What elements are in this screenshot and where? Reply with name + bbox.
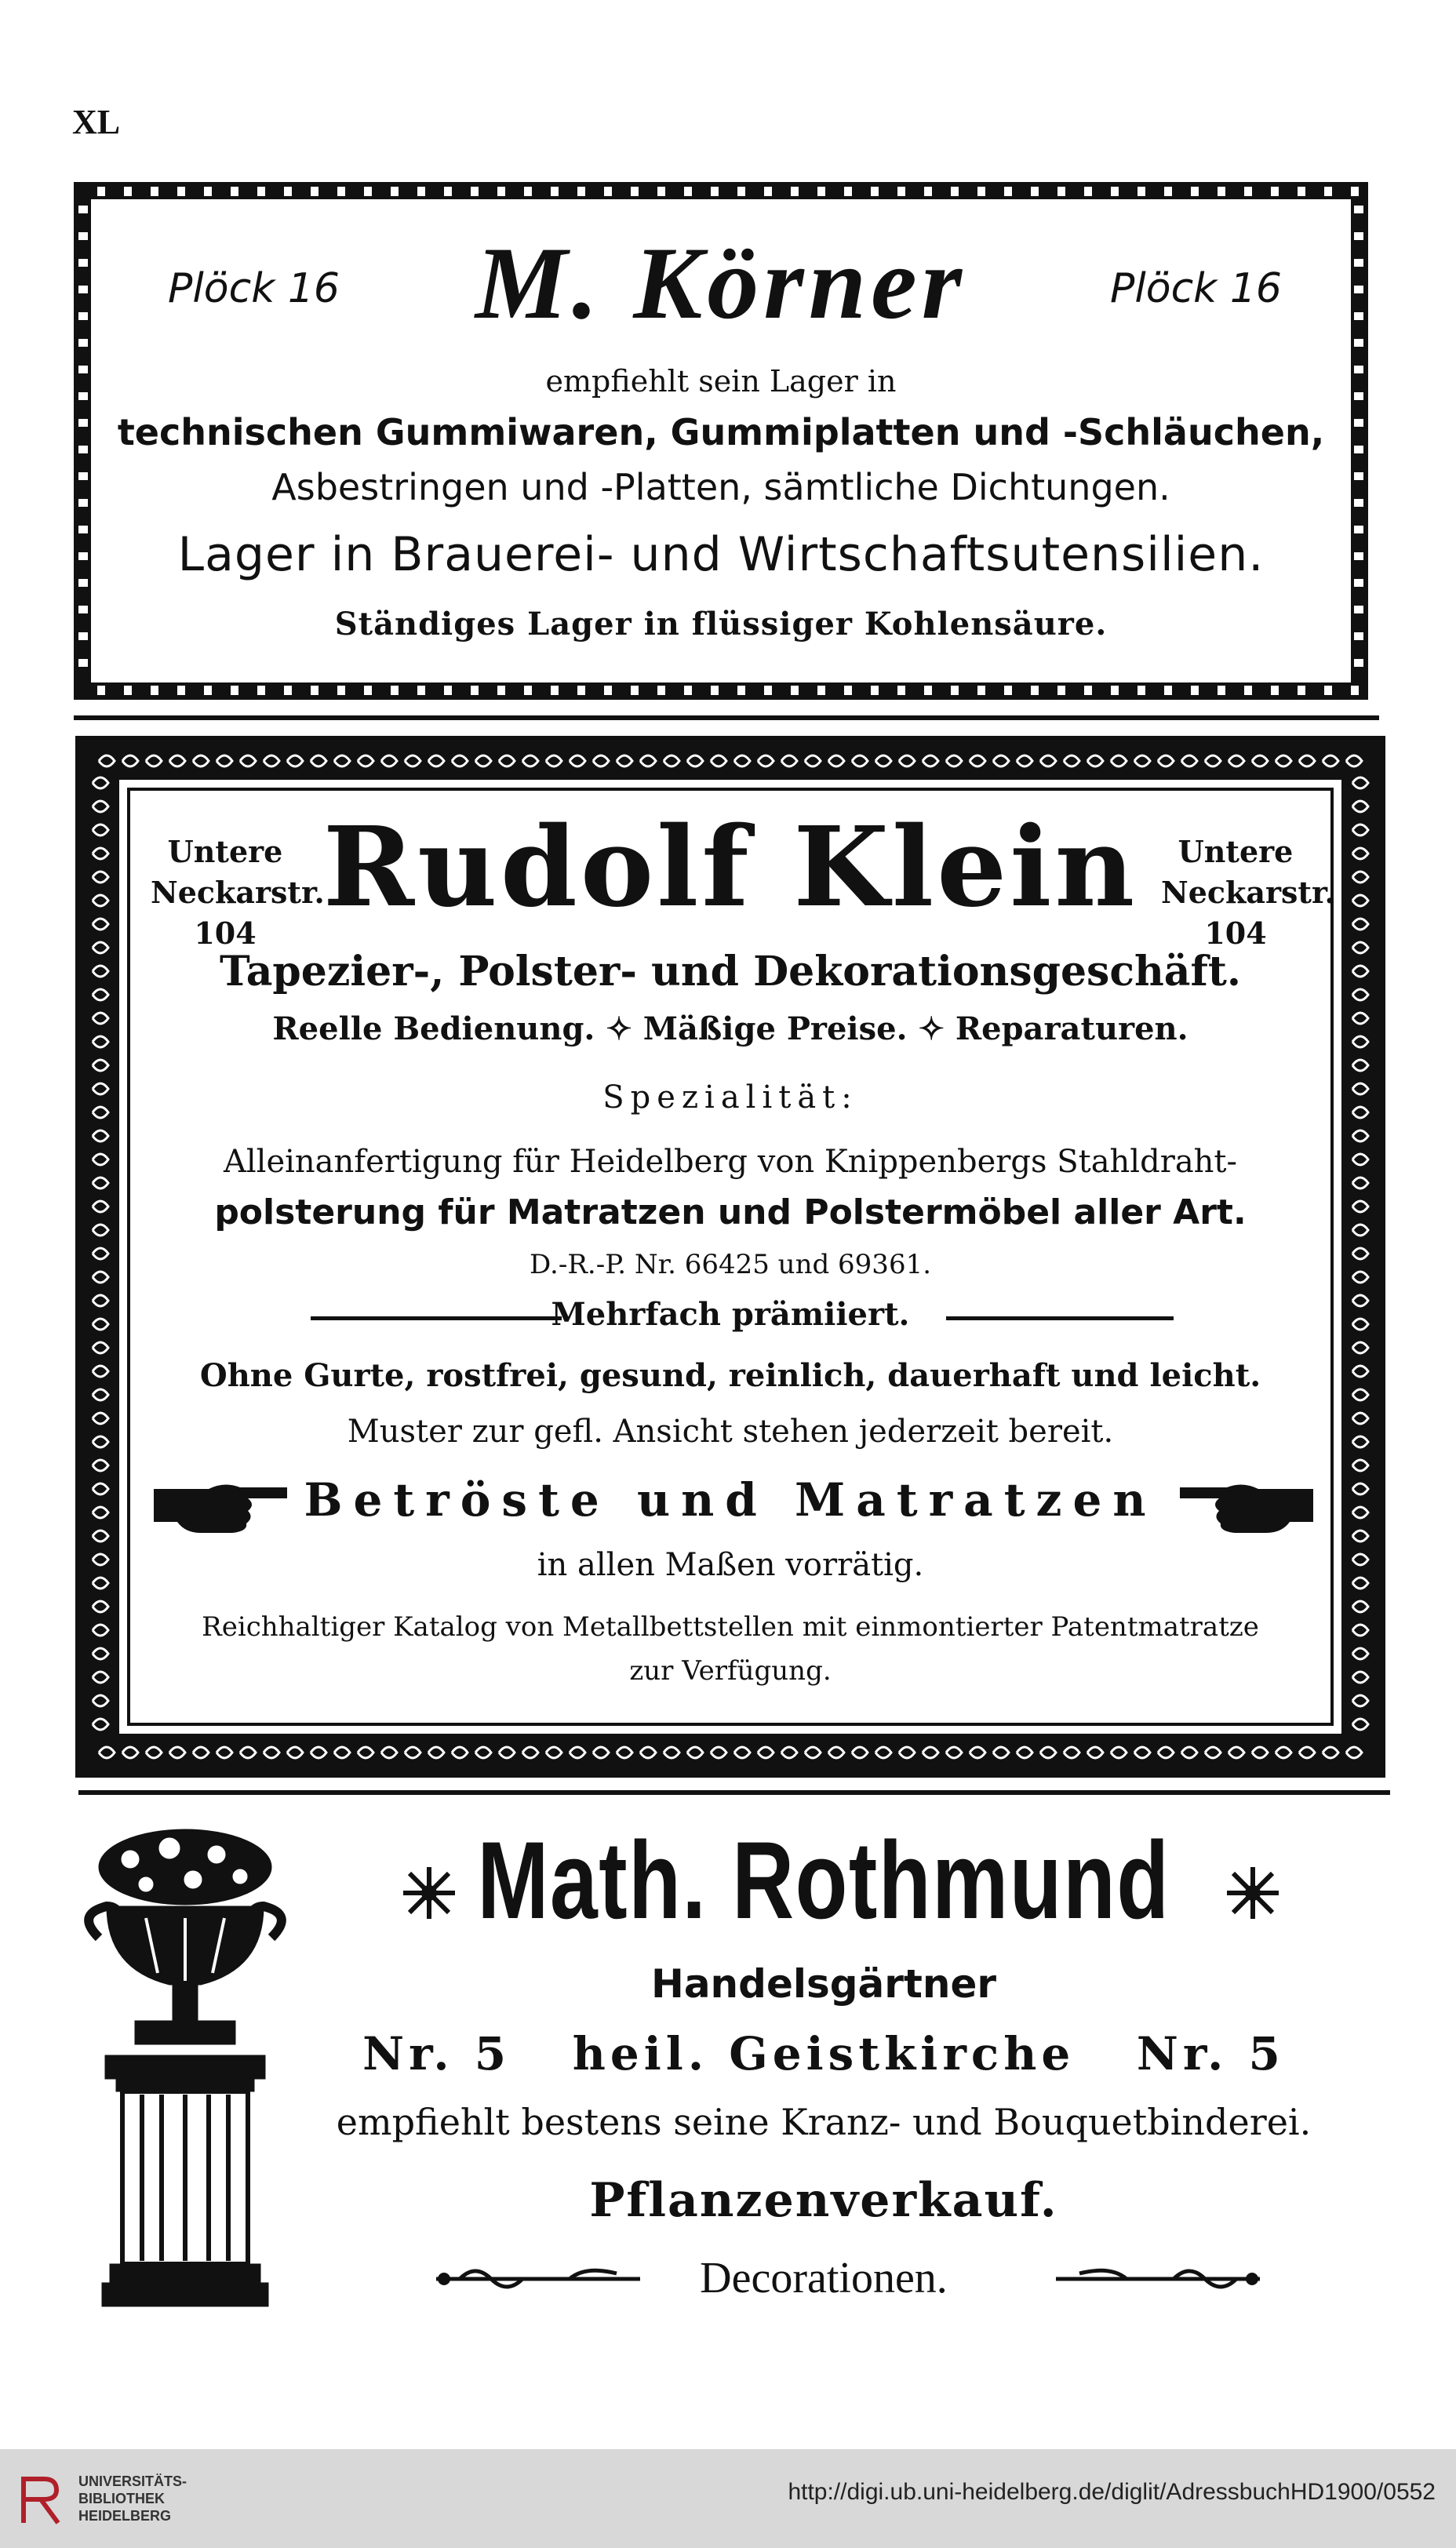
trade-line: Tapezier-, Polster- und Dekorationsgeschäft. [220, 948, 1241, 996]
ad-line: empfiehlt sein Lager in [545, 364, 897, 399]
beds-line: Betröste und Matratzen [304, 1473, 1157, 1527]
specialty-line: Alleinanfertigung für Heidelberg von Knippenbergs Stahldraht- [223, 1144, 1238, 1180]
border-stud [311, 187, 318, 196]
specialty-label: Spezialität: [602, 1079, 858, 1116]
address-line: Nr. 5 heil. Geistkirche Nr. 5 [362, 2027, 1285, 2080]
ornament-mark [805, 755, 821, 766]
border-stud [1244, 187, 1252, 196]
border-stud [1004, 187, 1012, 196]
ornament-mark [93, 1531, 108, 1542]
ornament-mark [899, 1747, 915, 1758]
ornament-mark [193, 755, 209, 766]
border-stud [1084, 686, 1092, 695]
border-stud [1298, 187, 1305, 196]
ornament-mark [217, 755, 232, 766]
ornament-mark [570, 755, 585, 766]
ornament-mark [1352, 1342, 1368, 1353]
border-stud [977, 187, 985, 196]
ornament-mark [522, 755, 538, 766]
border-stud [551, 187, 559, 196]
ornament-mark [169, 1747, 185, 1758]
border-stud [577, 187, 585, 196]
border-stud [924, 187, 932, 196]
ad-line: Asbestringen und -Platten, sämtliche Dichtungen. [271, 466, 1170, 508]
border-stud [78, 206, 88, 213]
ornament-mark [287, 1747, 303, 1758]
company-name: M. Körner [475, 225, 967, 340]
border-stud [1324, 686, 1332, 695]
ornament-mark [93, 1060, 108, 1071]
ornament-mark [1040, 755, 1056, 766]
ornament-mark [734, 755, 750, 766]
ornament-mark [711, 1747, 726, 1758]
ornament-mark [1205, 755, 1221, 766]
border-stud [631, 686, 639, 695]
ornament-mark [1346, 755, 1362, 766]
ornament-mark [923, 1747, 938, 1758]
ornament-mark [499, 755, 515, 766]
border-stud [764, 187, 772, 196]
ornament-mark [1352, 1130, 1368, 1141]
border-stud [471, 686, 479, 695]
ornament-mark [852, 1747, 868, 1758]
border-stud [657, 187, 665, 196]
border-stud [1271, 686, 1279, 695]
ornament-mark [923, 755, 938, 766]
ornament-mark [1181, 1747, 1197, 1758]
ornament-mark [875, 1747, 891, 1758]
sale-line: Pflanzenverkauf. [589, 2173, 1058, 2228]
border-stud [817, 187, 825, 196]
ad-line: technischen Gummiwaren, Gummiplatten und -Schläuchen, [117, 411, 1325, 453]
border-stud [684, 187, 692, 196]
border-stud [284, 686, 292, 695]
border-stud [871, 686, 879, 695]
border-stud [177, 187, 185, 196]
border-stud [1031, 187, 1039, 196]
border-stud [1191, 686, 1199, 695]
ad-koerner [74, 182, 1368, 700]
ornament-mark [146, 755, 162, 766]
border-stud [1084, 187, 1092, 196]
ornament-mark [475, 755, 491, 766]
ornament-mark [1228, 755, 1244, 766]
border-stud [177, 686, 185, 695]
border-stud [924, 686, 932, 695]
star-ornament-icon [1225, 1866, 1280, 1920]
catalog-text: Reichhaltiger Katalog von Metallbettstellen mit einmontierter Patentmatratze zur Verfügung. [202, 1611, 1259, 1687]
ornament-mark [781, 755, 797, 766]
ornament-mark [1352, 1060, 1368, 1071]
border-stud [1164, 187, 1172, 196]
ornament-mark [546, 1747, 562, 1758]
ornament-mark [334, 1747, 350, 1758]
border-stud [1004, 686, 1012, 695]
ornament-mark [687, 1747, 703, 1758]
ornament-mark [93, 1130, 108, 1141]
ornament-mark [1087, 1747, 1103, 1758]
border-stud [417, 686, 425, 695]
ornament-mark [805, 1747, 821, 1758]
ornament-mark [1276, 1747, 1291, 1758]
ornament-mark [405, 1747, 420, 1758]
border-stud [577, 686, 585, 695]
border-stud [951, 187, 959, 196]
ornament-mark [1111, 1747, 1127, 1758]
ornament-mark [428, 755, 444, 766]
ornament-mark [452, 1747, 468, 1758]
border-stud [844, 686, 852, 695]
border-stud [311, 686, 318, 695]
ornament-mark [970, 755, 985, 766]
border-stud [1057, 187, 1065, 196]
ornament-mark [1276, 755, 1291, 766]
ornament-mark [522, 1747, 538, 1758]
ornament-mark [99, 1747, 115, 1758]
library-name: UNIVERSITÄTS- BIBLIOTHEK HEIDELBERG [78, 2473, 187, 2524]
ornament-mark [122, 755, 138, 766]
ornament-mark [993, 1747, 1009, 1758]
ornament-mark [664, 755, 679, 766]
offer-line: empfiehlt bestens seine Kranz- und Bouquetbinderei. [336, 2101, 1312, 2143]
ornament-mark [593, 755, 609, 766]
border-stud [657, 686, 665, 695]
border-stud [1351, 686, 1359, 695]
border-stud [711, 187, 719, 196]
border-stud [897, 187, 905, 196]
border-stud [284, 187, 292, 196]
border-stud [951, 686, 959, 695]
border-stud [897, 686, 905, 695]
ornament-mark [1158, 755, 1174, 766]
ornament-mark [687, 755, 703, 766]
ornament-mark [970, 1747, 985, 1758]
location-right: Plöck 16 [1109, 265, 1282, 312]
ornament-mark [758, 755, 774, 766]
ornament-mark [617, 1747, 632, 1758]
border-stud [764, 686, 772, 695]
border-stud [78, 659, 88, 667]
ornament-mark [1017, 755, 1032, 766]
border-stud [631, 187, 639, 196]
address-right: Untere Neckarstr. 104 [1161, 834, 1335, 951]
border-stud [524, 187, 532, 196]
ornament-mark [217, 1747, 232, 1758]
ornament-mark [240, 1747, 256, 1758]
ornament-mark [993, 755, 1009, 766]
ornament-mark [875, 755, 891, 766]
border-stud [364, 187, 372, 196]
border-stud [444, 187, 452, 196]
ornament-mark [334, 755, 350, 766]
border-stud [391, 187, 399, 196]
border-stud [151, 686, 158, 695]
ornament-mark [1323, 1747, 1338, 1758]
ornament-mark [828, 755, 844, 766]
samples-line: Muster zur gefl. Ansicht stehen jederzeit bereit. [347, 1414, 1114, 1450]
border-stud [1244, 686, 1252, 695]
ornament-mark [570, 1747, 585, 1758]
ornament-mark [1040, 1747, 1056, 1758]
ornament-mark [1346, 1747, 1362, 1758]
ornament-mark [381, 755, 397, 766]
ornament-mark [617, 755, 632, 766]
decorations-line: Decorationen. [700, 2254, 948, 2302]
border-stud [1111, 686, 1119, 695]
border-stud [124, 187, 132, 196]
specialty-line: polsterung für Matratzen und Polstermöbel aller Art. [214, 1192, 1247, 1232]
profession-line: Handelsgärtner [650, 1961, 997, 2007]
border-stud [977, 686, 985, 695]
ornament-mark [1064, 1747, 1079, 1758]
company-name: Math. Rothmund [477, 1818, 1170, 1942]
border-stud [231, 686, 238, 695]
ornament-mark [1181, 755, 1197, 766]
border-stud [684, 686, 692, 695]
border-stud [257, 187, 265, 196]
ornament-mark [946, 755, 962, 766]
ornament-mark [93, 777, 108, 788]
ornament-mark [428, 1747, 444, 1758]
library-logo-icon [17, 2468, 66, 2529]
border-stud [871, 187, 879, 196]
ornament-mark [1158, 1747, 1174, 1758]
ornament-mark [899, 755, 915, 766]
location-left: Plöck 16 [168, 265, 340, 312]
ornament-mark [381, 1747, 397, 1758]
ornament-mark [1299, 755, 1315, 766]
ornament-mark [93, 1460, 108, 1471]
ornament-mark [546, 755, 562, 766]
ornament-mark [358, 755, 373, 766]
border-stud [1354, 206, 1363, 213]
ornament-mark [1017, 1747, 1032, 1758]
flower-urn-pedestal-illustration [75, 1820, 295, 2322]
ornament-mark [405, 755, 420, 766]
ornament-mark [758, 1747, 774, 1758]
ornament-mark [264, 755, 279, 766]
ornament-mark [311, 1747, 326, 1758]
border-stud [151, 187, 158, 196]
border-stud [711, 686, 719, 695]
ornament-mark [1299, 1747, 1315, 1758]
ornament-mark [358, 1747, 373, 1758]
ornament-mark [1352, 1719, 1368, 1730]
border-stud [737, 686, 745, 695]
border-stud [337, 187, 345, 196]
ornament-mark [93, 1719, 108, 1730]
ornament-mark [946, 1747, 962, 1758]
ornament-mark [1111, 755, 1127, 766]
border-stud [1191, 187, 1199, 196]
divider [74, 715, 1379, 720]
border-stud [97, 686, 105, 695]
border-stud [604, 187, 612, 196]
ornament-mark [475, 1747, 491, 1758]
ornament-mark [1352, 1460, 1368, 1471]
ornament-mark [1352, 777, 1368, 788]
border-stud [337, 686, 345, 695]
ornament-mark [146, 1747, 162, 1758]
border-stud [1218, 187, 1225, 196]
ornament-mark [1323, 755, 1338, 766]
ornament-mark [1064, 755, 1079, 766]
border-stud [97, 187, 105, 196]
ad-klein [75, 736, 1385, 1778]
border-stud [1298, 686, 1305, 695]
award-line: Mehrfach prämiiert. [551, 1296, 910, 1333]
border-stud [497, 187, 505, 196]
border-stud [364, 686, 372, 695]
footer-bar [0, 2449, 1456, 2548]
ornament-mark [499, 1747, 515, 1758]
border-stud [817, 686, 825, 695]
ornament-mark [828, 1747, 844, 1758]
border-stud [497, 686, 505, 695]
border-stud [1271, 187, 1279, 196]
border-stud [791, 686, 799, 695]
page-number: XL [72, 103, 121, 141]
ornament-mark [287, 755, 303, 766]
ornament-mark [1352, 1695, 1368, 1706]
ornament-mark [122, 1747, 138, 1758]
border-stud [231, 187, 238, 196]
border-stud [204, 187, 212, 196]
ornament-mark [240, 755, 256, 766]
ornament-mark [193, 1747, 209, 1758]
ornament-mark [664, 1747, 679, 1758]
source-url[interactable]: http://digi.ub.uni-heidelberg.de/diglit/AdressbuchHD1900/0552 [788, 2479, 1436, 2505]
ornament-mark [93, 1342, 108, 1353]
border-stud [524, 686, 532, 695]
border-stud [1354, 659, 1363, 667]
ornament-mark [734, 1747, 750, 1758]
ornament-mark [1087, 755, 1103, 766]
company-name: Rudolf Klein [322, 803, 1138, 932]
patent-line: D.-R.-P. Nr. 66425 und 69361. [529, 1249, 932, 1280]
border-stud [391, 686, 399, 695]
border-stud [1218, 686, 1225, 695]
beds-note: in allen Maßen vorrätig. [537, 1547, 924, 1583]
border-stud [551, 686, 559, 695]
ornament-mark [452, 755, 468, 766]
ornament-mark [311, 755, 326, 766]
border-stud [1031, 686, 1039, 695]
border-stud [1138, 187, 1145, 196]
ornament-mark [1134, 755, 1150, 766]
border-stud [204, 686, 212, 695]
ornament-mark [640, 755, 656, 766]
border-stud [471, 187, 479, 196]
border-stud [1111, 187, 1119, 196]
address-left: Untere Neckarstr. 104 [151, 834, 325, 951]
border-stud [1164, 686, 1172, 695]
services-line: Reelle Bedienung. ✧ Mäßige Preise. ✧ Reparaturen. [272, 1010, 1188, 1047]
border-stud [124, 686, 132, 695]
border-stud [737, 187, 745, 196]
ornament-mark [169, 755, 185, 766]
qualities-line: Ohne Gurte, rostfrei, gesund, reinlich, dauerhaft und leicht. [199, 1357, 1261, 1394]
ornament-mark [1252, 1747, 1268, 1758]
divider [78, 1790, 1390, 1795]
border-stud [1057, 686, 1065, 695]
ornament-mark [1252, 755, 1268, 766]
ornament-mark [593, 1747, 609, 1758]
ornament-mark [640, 1747, 656, 1758]
ornament-mark [711, 755, 726, 766]
ornament-mark [1352, 1531, 1368, 1542]
ornament-mark [852, 755, 868, 766]
border-stud [604, 686, 612, 695]
ornament-mark [1134, 1747, 1150, 1758]
ornament-mark [264, 1747, 279, 1758]
ornament-mark [93, 1695, 108, 1706]
ornament-mark [1205, 1747, 1221, 1758]
border-stud [1351, 187, 1359, 196]
border-stud [417, 187, 425, 196]
ad-line: Ständiges Lager in flüssiger Kohlensäure. [334, 606, 1108, 642]
border-stud [844, 187, 852, 196]
ad-line: Lager in Brauerei- und Wirtschaftsutensilien. [177, 527, 1265, 582]
ornament-mark [781, 1747, 797, 1758]
border-stud [257, 686, 265, 695]
border-stud [444, 686, 452, 695]
border-stud [1324, 187, 1332, 196]
border-stud [1138, 686, 1145, 695]
ornament-mark [1228, 1747, 1244, 1758]
ornament-mark [99, 755, 115, 766]
border-stud [791, 187, 799, 196]
